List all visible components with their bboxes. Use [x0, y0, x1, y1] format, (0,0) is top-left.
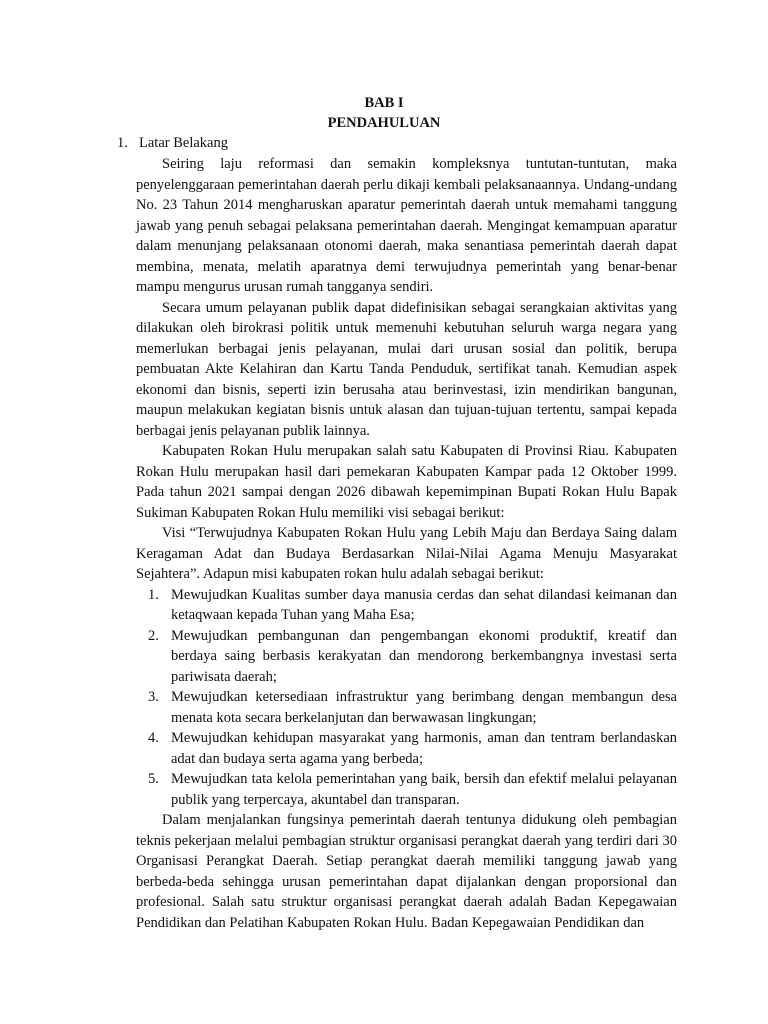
list-item — [136, 687, 677, 728]
list-item-number: 2. — [148, 627, 159, 644]
paragraph: Dalam menjalankan fungsinya pemerintah daerah tentunya didukung oleh pembagian teknis pekerjaan melalui pembagian struktur organisasi perangkat daerah yang terdiri dari 30 Organisasi Perangkat Daerah. Setiap perangkat daerah memiliki tanggung jawab yang berbeda-beda sehingga urusan pemerintahan dapat dijalankan dengan proporsional dan profesional. Salah satu struktur organisasi perangkat daerah adalah Badan Kepegawaian Pendidikan dan Pelatihan Kabupaten Rokan Hulu. Badan Kepegawaian Pendidikan dan — [136, 812, 677, 931]
paragraph: Seiring laju reformasi dan semakin kompleksnya tuntutan-tuntutan, maka penyelenggaraan pemerintahan daerah perlu dikaji kembali pelaksanaannya. Undang-undang No. 23 Tahun 2014 mengharuskan aparatur pemerintah daerah untuk memahami tanggung jawab yang penuh sebagai pelaksana pemerintahan daerah. Mengingat kemampuan aparatur dalam menunjang pelaksanaan otonomi daerah, maka senantiasa pemerintah daerah dapat membina, menata, melatih aparatnya demi terwujudnya pemerintah yang benar-benar mampu mengurus urusan rumah tangganya sendiri. — [136, 156, 677, 295]
paragraph: Visi “Terwujudnya Kabupaten Rokan Hulu yang Lebih Maju dan Berdaya Saing dalam Keragaman Adat dan Budaya Berdasarkan Nilai-Nilai Agama Menuju Masyarakat Sejahtera”. Adapun misi kabupaten rokan hulu adalah sebagai berikut: — [136, 525, 677, 582]
section-title: Latar Belakang — [139, 135, 228, 151]
chapter-number: BAB I — [364, 95, 404, 111]
list-item — [136, 728, 677, 769]
section-heading — [117, 133, 228, 154]
misi-list — [136, 585, 677, 811]
list-item-text: Mewujudkan pembangunan dan pengembangan ekonomi produktif, kreatif dan berdaya saing berbasis kerakyatan dan mendorong berkembangnya investasi serta pariwisata daerah; — [171, 627, 677, 685]
list-item-number: 5. — [148, 771, 159, 787]
list-item — [136, 626, 677, 688]
paragraph: Kabupaten Rokan Hulu merupakan salah satu Kabupaten di Provinsi Riau. Kabupaten Rokan Hulu merupakan hasil dari pemekaran Kabupaten Kampar pada 12 Oktober 1999. Pada tahun 2021 sampai dengan 2026 dibawah kepemimpinan Bupati Rokan Hulu Bapak Sukiman Kabupaten Rokan Hulu memiliki visi sebagai berikut: — [136, 443, 677, 521]
list-item-number: 1. — [148, 586, 159, 603]
list-item — [136, 585, 677, 626]
section-body — [136, 154, 677, 933]
list-item — [136, 769, 677, 810]
chapter-title: PENDAHULUAN — [327, 115, 441, 131]
list-item-text: Mewujudkan ketersediaan infrastruktur yang berimbang dengan membangun desa menata kota secara berkelanjutan dan berwawasan lingkungan; — [171, 689, 677, 726]
section-number: 1. — [117, 135, 128, 151]
list-item-number: 4. — [148, 730, 159, 746]
list-item-text: Mewujudkan tata kelola pemerintahan yang baik, bersih dan efektif melalui pelayanan publik yang terpercaya, akuntabel dan transparan. — [171, 771, 677, 808]
list-item-text: Mewujudkan kehidupan masyarakat yang harmonis, aman dan tentram berlandaskan adat dan budaya serta agama yang berbeda; — [171, 730, 677, 767]
list-item-text: Mewujudkan Kualitas sumber daya manusia cerdas dan sehat dilandasi keimanan dan ketaqwaan kepada Tuhan yang Maha Esa; — [171, 586, 677, 623]
list-item-number: 3. — [148, 689, 159, 705]
paragraph: Secara umum pelayanan publik dapat didefinisikan sebagai serangkaian aktivitas yang dilakukan oleh birokrasi politik untuk memenuhi kebutuhan seluruh warga negara yang memerlukan berbagai jenis pelayanan, mulai dari urusan sosial dan politik, berupa pembuatan Akte Kelahiran dan Kartu Tanda Penduduk, sertifikat tanah. Kemudian aspek ekonomi dan bisnis, seperti izin berusaha atau berinvestasi, izin mendirikan bangunan, maupun melakukan kegiatan bisnis untuk alasan dan tujuan-tujuan tertentu, sampai kepada berbagai jenis pelayanan publik lainnya. — [136, 299, 677, 439]
